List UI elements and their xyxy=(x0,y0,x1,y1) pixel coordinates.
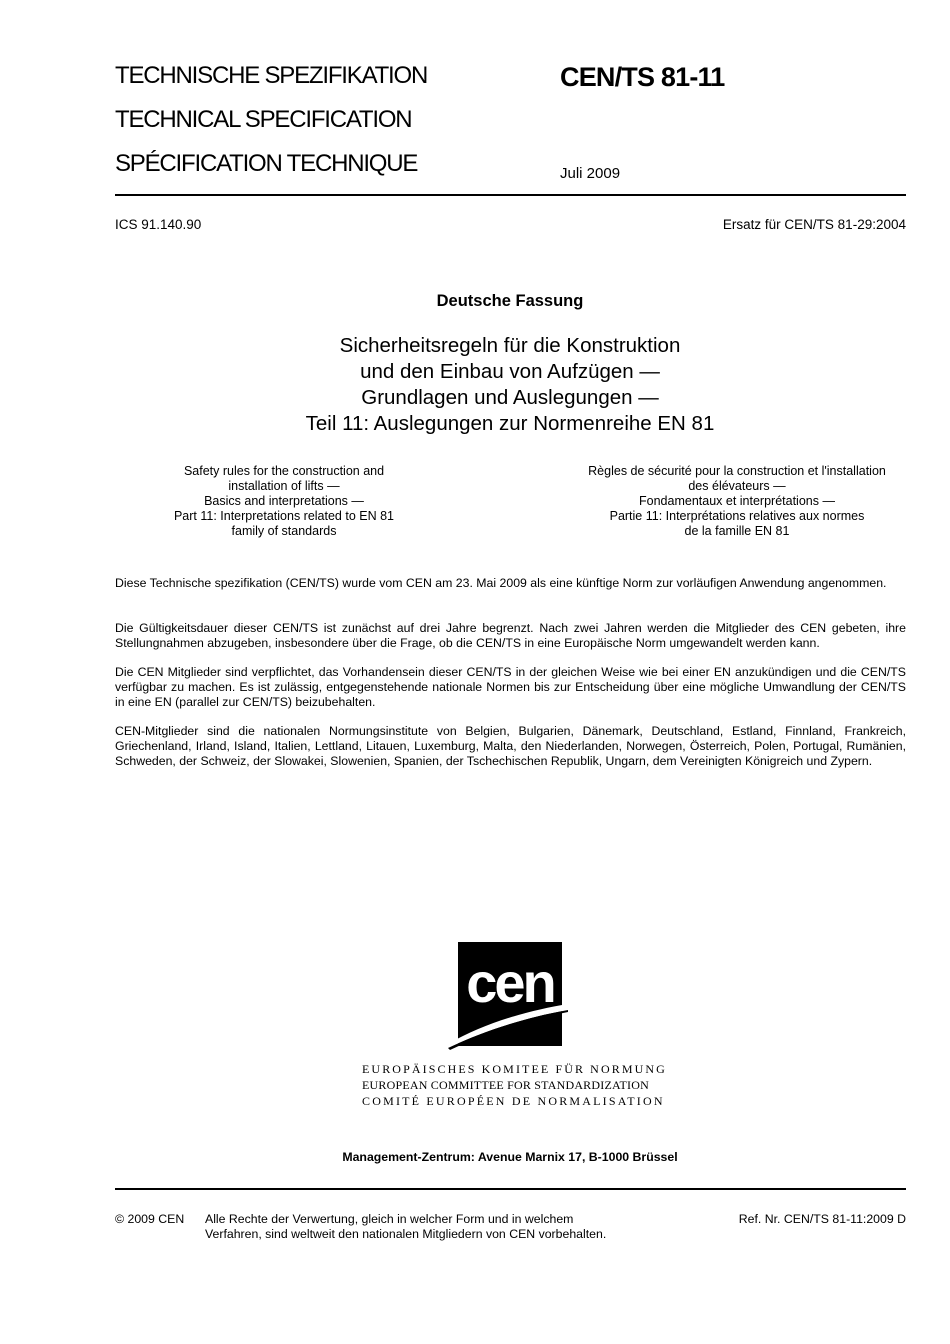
management-centre: Management-Zentrum: Avenue Marnix 17, B-1000 Brüssel xyxy=(342,1150,678,1164)
document-date: Juli 2009 xyxy=(560,165,621,182)
document-number: CEN/TS 81-11 xyxy=(560,62,725,92)
title-french-line: Partie 11: Interprétations relatives aux normes xyxy=(609,509,865,523)
copyright: © 2009 CEN xyxy=(115,1212,185,1226)
title-french-line: de la famille EN 81 xyxy=(684,524,790,538)
org-name-de: EUROPÄISCHES KOMITEE FÜR NORMUNG xyxy=(362,1062,667,1076)
body-paragraph: Die Gültigkeitsdauer dieser CEN/TS ist zunächst auf drei Jahre begrenzt. Nach zwei Jahren werden die Mitglieder des CEN gebeten, ihre Stellungnahmen abzugeben, insbesondere über die Frage, ob die CEN/TS in eine Europäische Norm umgewandelt werden kann. xyxy=(115,621,906,650)
title-french-line: Fondamentaux et interprétations — xyxy=(639,494,835,508)
title-french xyxy=(587,464,887,539)
footer-rule xyxy=(115,1188,906,1190)
rights-statement xyxy=(205,1212,606,1242)
cen-logo xyxy=(446,940,570,1050)
title-german-line: Teil 11: Auslegungen zur Normenreihe EN 81 xyxy=(305,412,715,435)
ics-code: ICS 91.140.90 xyxy=(115,217,202,232)
title-english-line: Safety rules for the construction and xyxy=(183,464,385,478)
title-german-line: Sicherheitsregeln für die Konstruktion xyxy=(339,334,681,357)
org-name-en: EUROPEAN COMMITTEE FOR STANDARDIZATION xyxy=(362,1078,649,1092)
title-german-line: und den Einbau von Aufzügen — xyxy=(360,360,660,383)
title-english-line: Basics and interpretations — xyxy=(204,494,364,508)
title-french-line: Règles de sécurité pour la construction et l'installation xyxy=(588,464,886,478)
rights-line: Alle Rechte der Verwertung, gleich in welcher Form und in welchem xyxy=(205,1212,574,1226)
header-rule xyxy=(115,194,906,196)
title-english-line: family of standards xyxy=(231,524,337,538)
body-paragraph: Diese Technische spezifikation (CEN/TS) wurde vom CEN am 23. Mai 2009 als eine künftige Norm zur vorläufigen Anwendung angenommen. xyxy=(115,576,887,590)
title-english-line: installation of lifts — xyxy=(228,479,340,493)
reference-number: Ref. Nr. CEN/TS 81-11:2009 D xyxy=(738,1212,906,1226)
spec-title-de: TECHNISCHE SPEZIFIKATION xyxy=(115,62,428,89)
title-german xyxy=(0,333,950,437)
version-label: Deutsche Fassung xyxy=(436,292,584,310)
title-german-line: Grundlagen und Auslegungen — xyxy=(361,386,659,409)
body-paragraph: CEN-Mitglieder sind die nationalen Normungsinstitute von Belgien, Bulgarien, Dänemark, Deutschland, Estland, Finnland, Frankreich, Griechenland, Irland, Island, Italien, Lettland, Litauen, Luxemburg, Malta, den Niederlanden, Norwegen, Österreich, Polen, Portugal, Rumänien, Schweden, der Schweiz, der Slowakei, Slowenien, Spanien, der Tschechischen Republik, Ungarn, dem Vereinigten Königreich und Zypern. xyxy=(115,724,906,768)
title-english xyxy=(134,464,434,539)
title-french-line: des élévateurs — xyxy=(688,479,786,493)
org-name-fr: COMITÉ EUROPÉEN DE NORMALISATION xyxy=(362,1094,665,1108)
spec-title-en: TECHNICAL SPECIFICATION xyxy=(115,106,412,133)
rights-line: Verfahren, sind weltweit den nationalen Mitgliedern von CEN vorbehalten. xyxy=(205,1227,607,1241)
replaces-note: Ersatz für CEN/TS 81-29:2004 xyxy=(722,217,906,232)
body-paragraph: Die CEN Mitglieder sind verpflichtet, das Vorhandensein dieser CEN/TS in der gleichen Weise wie bei einer EN anzukündigen und die CEN/TS verfügbar zu machen. Es ist zulässig, entgegenstehende nationale Normen bis zur Entscheidung über eine mögliche Umwandlung der CEN/TS in eine EN (parallel zur CEN/TS) beizubehalten. xyxy=(115,665,906,709)
spec-title-fr: SPÉCIFICATION TECHNIQUE xyxy=(115,150,418,177)
title-english-line: Part 11: Interpretations related to EN 81 xyxy=(173,509,395,523)
cen-logo-text: cen xyxy=(466,951,554,1014)
